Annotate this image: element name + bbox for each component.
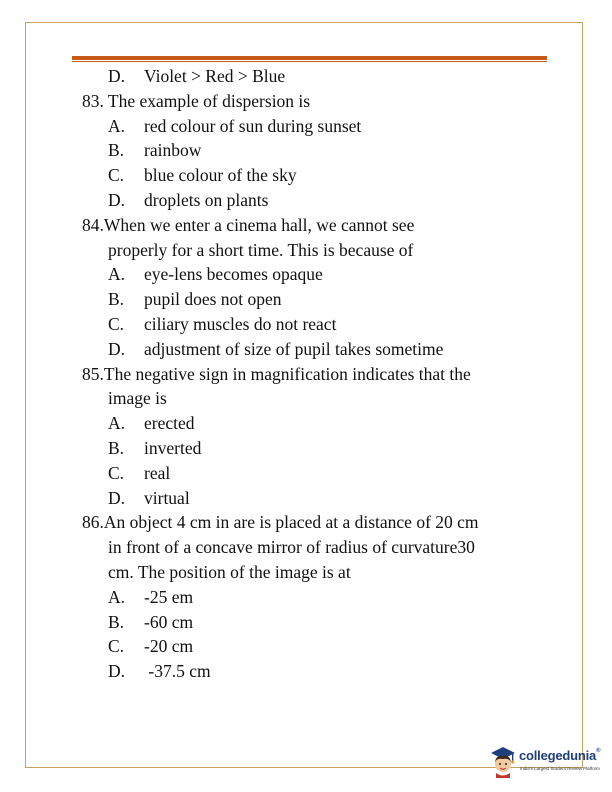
- option-c: [82, 163, 552, 188]
- brand-name: [519, 748, 600, 763]
- option-text: eye-lens becomes opaque: [144, 264, 323, 285]
- graduate-mascot-icon: [488, 744, 518, 778]
- option-b: [82, 138, 552, 163]
- question-stem: 84.When we enter a cinema hall, we cannot see: [82, 214, 415, 235]
- question-86: [82, 510, 552, 684]
- option-letter: D.: [108, 189, 126, 210]
- option-d: [82, 64, 552, 89]
- question-stem-continued: cm. The position of the image is at: [108, 561, 351, 582]
- question-85: [82, 362, 552, 511]
- question-stem: 85.The negative sign in magnification indicates that the: [82, 363, 471, 384]
- option-letter: B.: [108, 289, 125, 310]
- option-b: [82, 436, 552, 461]
- option-letter: B.: [108, 140, 125, 161]
- question-82-tail: [82, 64, 552, 89]
- option-letter: B.: [108, 437, 125, 458]
- question-stem-continued: properly for a short time. This is because of: [108, 239, 414, 260]
- option-d: [82, 486, 552, 511]
- header-rule: [72, 56, 547, 60]
- option-text: droplets on plants: [144, 189, 269, 210]
- option-letter: A.: [108, 115, 126, 136]
- option-c: [82, 634, 552, 659]
- option-b: [82, 610, 552, 635]
- option-a: [82, 262, 552, 287]
- option-text: Violet > Red > Blue: [144, 66, 286, 86]
- option-text: -37.5 cm: [144, 661, 211, 682]
- question-stem-continued: image is: [108, 388, 167, 409]
- option-text: rainbow: [144, 140, 202, 161]
- option-text: inverted: [144, 437, 202, 458]
- option-d: [82, 659, 552, 684]
- option-d: [82, 337, 552, 362]
- option-text: virtual: [144, 487, 190, 508]
- option-letter: D.: [108, 66, 126, 86]
- question-stem: 86.An object 4 cm in are is placed at a distance of 20 cm: [82, 512, 479, 533]
- option-letter: C.: [108, 313, 125, 334]
- option-letter: A.: [108, 264, 126, 285]
- option-text: ciliary muscles do not react: [144, 313, 337, 334]
- option-text: blue colour of the sky: [144, 165, 297, 186]
- brand-wordmark: collegedunia: [519, 748, 597, 763]
- question-84: [82, 213, 552, 362]
- question-stem-continued: in front of a concave mirror of radius of curvature30: [108, 537, 475, 558]
- option-a: [82, 411, 552, 436]
- option-text: red colour of sun during sunset: [144, 115, 362, 136]
- brand-registered-mark: ®: [596, 748, 601, 754]
- footer-rule: [25, 767, 485, 768]
- option-text: real: [144, 462, 171, 483]
- option-c: [82, 312, 552, 337]
- option-d: [82, 188, 552, 213]
- option-letter: D.: [108, 487, 126, 508]
- option-text: -60 cm: [144, 611, 194, 632]
- option-letter: C.: [108, 165, 125, 186]
- option-a: [82, 114, 552, 139]
- option-letter: A.: [108, 586, 126, 607]
- footer-logo: [488, 742, 608, 782]
- question-content: [82, 64, 552, 684]
- option-a: [82, 585, 552, 610]
- option-letter: A.: [108, 413, 126, 434]
- option-b: [82, 287, 552, 312]
- option-letter: B.: [108, 611, 125, 632]
- option-text: erected: [144, 413, 195, 434]
- option-letter: C.: [108, 462, 125, 483]
- question-stem: 83. The example of dispersion is: [82, 90, 311, 111]
- option-text: adjustment of size of pupil takes sometime: [144, 338, 444, 359]
- option-text: -25 em: [144, 586, 194, 607]
- question-83: [82, 89, 552, 213]
- header-rule-thin: [72, 61, 547, 62]
- option-c: [82, 461, 552, 486]
- brand-tagline: India's Largest Student Review Platform: [520, 766, 600, 771]
- option-text: -20 cm: [144, 636, 194, 657]
- option-letter: C.: [108, 636, 125, 657]
- option-text: pupil does not open: [144, 289, 282, 310]
- option-letter: D.: [108, 661, 126, 682]
- option-letter: D.: [108, 338, 126, 359]
